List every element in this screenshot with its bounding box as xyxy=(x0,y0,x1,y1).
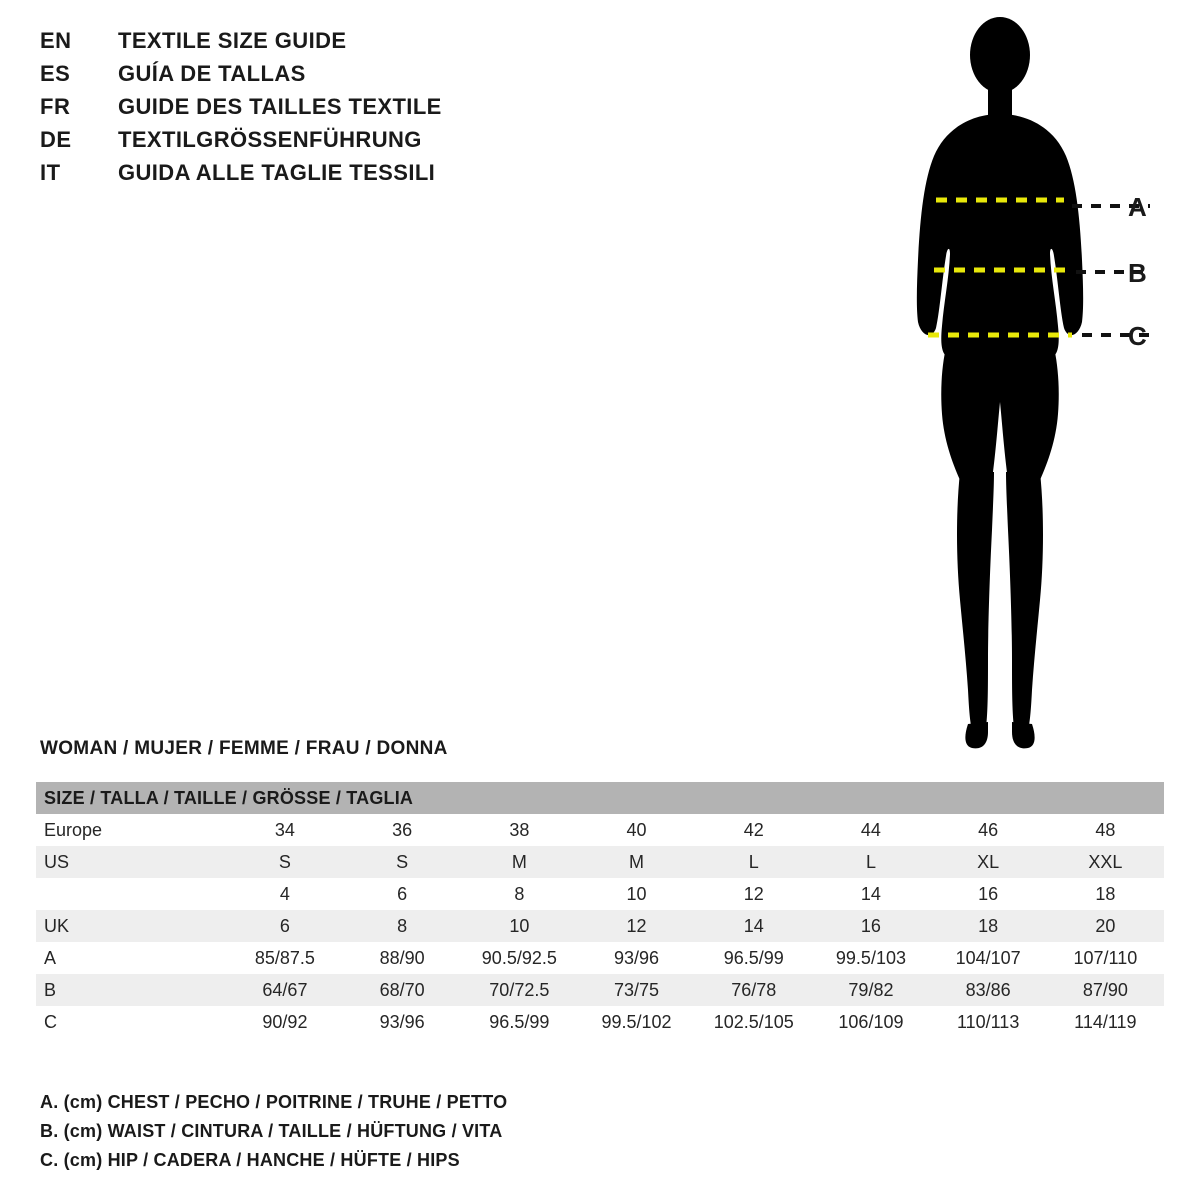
title-language-text: GUIDA ALLE TAGLIE TESSILI xyxy=(118,160,436,185)
cell: 110/113 xyxy=(930,1006,1047,1038)
cell: 64/67 xyxy=(226,974,343,1006)
table-header-label: SIZE / TALLA / TAILLE / GRÖSSE / TAGLIA xyxy=(36,782,1164,814)
table-row xyxy=(36,814,1164,846)
table-row xyxy=(36,1006,1164,1038)
cell: 36 xyxy=(344,814,461,846)
cell: 68/70 xyxy=(344,974,461,1006)
cell: 8 xyxy=(461,878,578,910)
cell: 46 xyxy=(930,814,1047,846)
cell: M xyxy=(578,846,695,878)
table-row xyxy=(36,974,1164,1006)
cell: 18 xyxy=(1047,878,1164,910)
cell: 14 xyxy=(812,878,929,910)
title-language-text: TEXTILE SIZE GUIDE xyxy=(118,28,347,53)
row-label-c: C xyxy=(36,1006,226,1038)
cell: XXL xyxy=(1047,846,1164,878)
row-label-uk: UK xyxy=(36,910,226,942)
cell: 99.5/102 xyxy=(578,1006,695,1038)
table-row xyxy=(36,942,1164,974)
title-row xyxy=(40,127,740,160)
cell: 106/109 xyxy=(812,1006,929,1038)
row-label-us-numeric xyxy=(36,878,226,910)
table-row xyxy=(36,910,1164,942)
cell: 48 xyxy=(1047,814,1164,846)
cell: 44 xyxy=(812,814,929,846)
title-language-code: IT xyxy=(40,160,61,185)
cell: 93/96 xyxy=(344,1006,461,1038)
cell: 18 xyxy=(930,910,1047,942)
title-row xyxy=(40,28,740,61)
cell: 96.5/99 xyxy=(461,1006,578,1038)
title-row xyxy=(40,94,740,127)
cell: 90.5/92.5 xyxy=(461,942,578,974)
row-label-us: US xyxy=(36,846,226,878)
row-label-b: B xyxy=(36,974,226,1006)
cell: XL xyxy=(930,846,1047,878)
cell: L xyxy=(695,846,812,878)
title-language-code: FR xyxy=(40,94,71,119)
cell: 12 xyxy=(578,910,695,942)
cell: 107/110 xyxy=(1047,942,1164,974)
cell: 6 xyxy=(344,878,461,910)
title-block xyxy=(40,28,740,193)
title-row xyxy=(40,160,740,193)
row-label-europe: Europe xyxy=(36,814,226,846)
cell: 76/78 xyxy=(695,974,812,1006)
cell: 38 xyxy=(461,814,578,846)
marker-label-a: A xyxy=(1128,192,1147,222)
cell: 8 xyxy=(344,910,461,942)
title-language-text: TEXTILGRÖSSENFÜHRUNG xyxy=(118,127,422,152)
cell: 99.5/103 xyxy=(812,942,929,974)
cell: M xyxy=(461,846,578,878)
measurement-legend xyxy=(40,1092,507,1179)
cell: 70/72.5 xyxy=(461,974,578,1006)
legend-line-c: C. (cm) HIP / CADERA / HANCHE / HÜFTE / HIPS xyxy=(40,1150,460,1170)
cell: 16 xyxy=(812,910,929,942)
title-language-code: DE xyxy=(40,127,72,152)
title-language-text: GUÍA DE TALLAS xyxy=(118,61,306,86)
section-title-woman: WOMAN / MUJER / FEMME / FRAU / DONNA xyxy=(40,738,448,759)
title-row xyxy=(40,61,740,94)
cell: 10 xyxy=(461,910,578,942)
title-language-code: ES xyxy=(40,61,71,86)
cell: 102.5/105 xyxy=(695,1006,812,1038)
table-row xyxy=(36,878,1164,910)
cell: 114/119 xyxy=(1047,1006,1164,1038)
cell: 85/87.5 xyxy=(226,942,343,974)
body-measurement-diagram xyxy=(860,10,1190,770)
cell: 16 xyxy=(930,878,1047,910)
marker-label-c: C xyxy=(1128,321,1147,351)
cell: 4 xyxy=(226,878,343,910)
legend-line-b: B. (cm) WAIST / CINTURA / TAILLE / HÜFTUNG / VITA xyxy=(40,1121,503,1141)
cell: 73/75 xyxy=(578,974,695,1006)
cell: 34 xyxy=(226,814,343,846)
row-label-a: A xyxy=(36,942,226,974)
size-guide-table xyxy=(36,782,1164,1038)
cell: 20 xyxy=(1047,910,1164,942)
cell: 40 xyxy=(578,814,695,846)
cell: 14 xyxy=(695,910,812,942)
title-language-code: EN xyxy=(40,28,72,53)
cell: 79/82 xyxy=(812,974,929,1006)
cell: 90/92 xyxy=(226,1006,343,1038)
cell: 12 xyxy=(695,878,812,910)
legend-line-a: A. (cm) CHEST / PECHO / POITRINE / TRUHE / PETTO xyxy=(40,1092,508,1112)
cell: 88/90 xyxy=(344,942,461,974)
cell: 96.5/99 xyxy=(695,942,812,974)
cell: L xyxy=(812,846,929,878)
cell: 93/96 xyxy=(578,942,695,974)
cell: 87/90 xyxy=(1047,974,1164,1006)
cell: 83/86 xyxy=(930,974,1047,1006)
title-language-text: GUIDE DES TAILLES TEXTILE xyxy=(118,94,442,119)
table-header-row xyxy=(36,782,1164,814)
cell: S xyxy=(226,846,343,878)
table-row xyxy=(36,846,1164,878)
female-silhouette-icon xyxy=(860,10,1190,770)
cell: 6 xyxy=(226,910,343,942)
cell: S xyxy=(344,846,461,878)
marker-label-b: B xyxy=(1128,258,1147,288)
cell: 104/107 xyxy=(930,942,1047,974)
cell: 42 xyxy=(695,814,812,846)
cell: 10 xyxy=(578,878,695,910)
